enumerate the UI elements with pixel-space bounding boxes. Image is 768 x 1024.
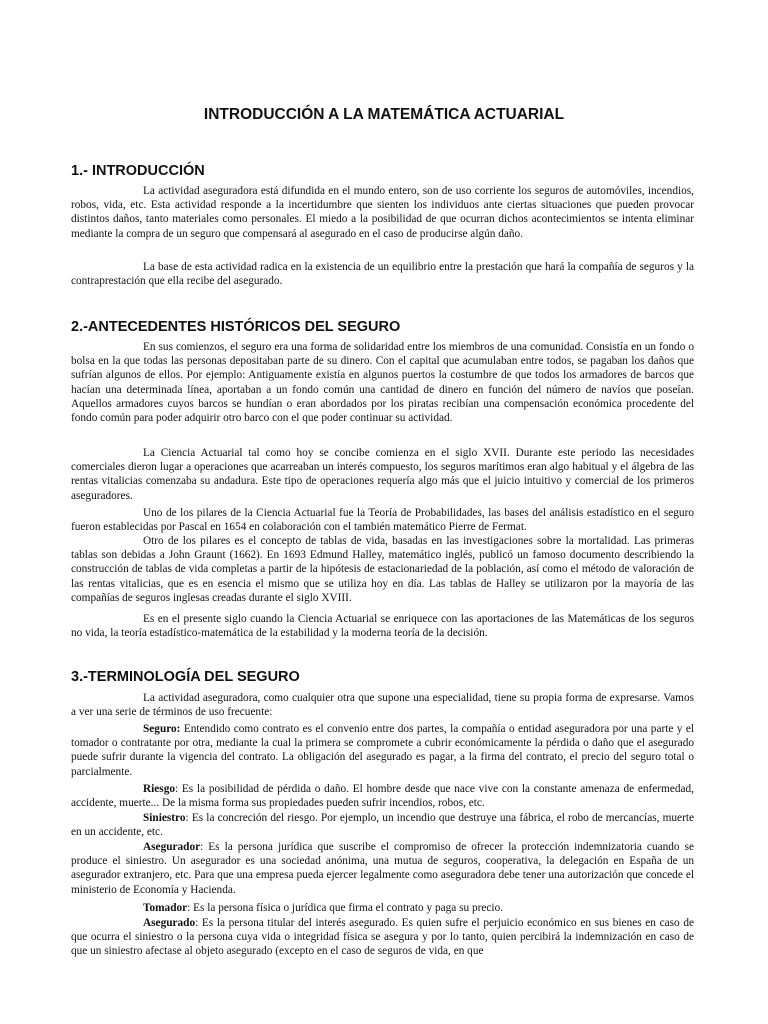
section-1-heading: 1.- INTRODUCCIÓN	[71, 163, 205, 179]
term-definition-seguro	[71, 722, 694, 779]
section-3-intro: La actividad aseguradora, como cualquier otra que supone una especialidad, tiene su propia forma de expresarse. Vamos a ver una serie de términos de uso frecuente:	[71, 692, 694, 719]
section-1-paragraph-1: La actividad aseguradora está difundida en el mundo entero, son de uso corriente los seguros de automóviles, incendios, robos, vida, etc. Esta actividad responde a la incertidumbre que sienten los individuos ante ciertas situaciones que pueden provocar distintos daños, tanto materiales como personales. El miedo a la posibilidad de que ocurran dichos acontecimientos se intenta eliminar mediante la compra de un seguro que compensará al asegurado en el caso de producirse algún daño.	[71, 185, 694, 240]
term-definition-asegurador	[71, 840, 694, 897]
section-3-heading: 3.-TERMINOLOGÍA DEL SEGURO	[71, 669, 300, 685]
term-text: : Es la persona jurídica que suscribe el compromiso de ofrecer la protección indemnizatoria cuando se produce el siniestro. Un asegurador es una sociedad anónima, una mutua de seguros, cooperativa, la delegación en España de un asegurador extranjero, etc. Para que una empresa pueda ejercer legalmente como aseguradora debe tener una autorización que concede el ministerio de Economía y Hacienda.	[71, 841, 694, 896]
term-text: : Es la posibilidad de pérdida o daño. El hombre desde que nace vive con la constante amenaza de enfermedad, accidente, muerte... De la misma forma sus propiedades pueden sufrir incendios, robos, etc.	[71, 783, 694, 810]
term-label: Asegurador	[143, 841, 201, 853]
document-title: INTRODUCCIÓN A LA MATEMÁTICA ACTUARIAL	[203, 106, 565, 123]
section-2-paragraph-3: Uno de los pilares de la Ciencia Actuarial fue la Teoría de Probabilidades, las bases del análisis estadístico en el seguro fueron establecidas por Pascal en 1654 en colaboración con el también matemático Pierre de Fermat.	[71, 507, 694, 534]
section-2-heading: 2.-ANTECEDENTES HISTÓRICOS DEL SEGURO	[71, 319, 401, 335]
term-label: Riesgo	[143, 783, 176, 795]
term-definition-riesgo	[71, 782, 694, 810]
section-2-paragraph-1: En sus comienzos, el seguro era una forma de solidaridad entre los miembros de una comunidad. Consistía en un fondo o bolsa en la que todas las personas depositaban parte de su dinero. Con el capital que acumulaban entre todos, se pagaban los daños que sufrían algunos de ellos. Por ejemplo: Antiguamente existía en algunos puertos la costumbre de que todos los armadores de barcos que hacían una determinada línea, aportaban a un fondo común una cantidad de dinero en función del número de navíos que poseían. Aquellos armadores cuyos barcos se hundían o eran abordados por los piratas recibían una compensación económica procedente del fondo común para poder adquirir otro barco con el que poder continuar su actividad.	[71, 341, 694, 425]
term-text: : Es la persona titular del interés asegurado. Es quien sufre el perjuicio económico en sus bienes en caso de que ocurra el siniestro o la persona cuya vida o integridad física se asegura y por lo tanto, quien percibirá la indemnización en caso de que un siniestro afectase al objeto asegurado (excepto en el caso de seguros de vida, en que	[71, 917, 694, 958]
term-label: Tomador	[143, 902, 188, 914]
term-definition-tomador	[71, 901, 694, 915]
term-label: Siniestro	[143, 812, 186, 824]
term-label: Asegurado	[143, 917, 196, 929]
term-definition-asegurado	[71, 916, 694, 959]
section-1-paragraph-2: La base de esta actividad radica en la existencia de un equilibrio entre la prestación que hará la compañía de seguros y la contraprestación que ella recibe del asegurado.	[71, 261, 694, 288]
term-text: : Es la concreción del riesgo. Por ejemplo, un incendio que destruye una fábrica, el robo de mercancías, muerte en un accidente, etc.	[71, 812, 694, 839]
section-2-paragraph-5: Es en el presente siglo cuando la Ciencia Actuarial se enriquece con las aportaciones de las Matemáticas de los seguros no vida, la teoría estadístico-matemática de la estabilidad y la moderna teoría de la decisión.	[71, 613, 694, 640]
term-text: : Es la persona física o jurídica que firma el contrato y paga su precio.	[187, 902, 504, 914]
term-label: Seguro:	[143, 723, 181, 735]
section-2-paragraph-2: La Ciencia Actuarial tal como hoy se concibe comienza en el siglo XVII. Durante este periodo las necesidades comerciales dieron lugar a operaciones que acarreaban un interés compuesto, los seguros marítimos eran algo habitual y el álgebra de las rentas vitalicias comenzaba su andadura. Este tipo de operaciones requería algo más que el juicio intuitivo y comercial de los primeros aseguradores.	[71, 447, 694, 502]
term-text: Entendido como contrato es el convenio entre dos partes, la compañía o entidad aseguradora por una parte y el tomador o contratante por otra, mediante la cual la primera se compromete a cubrir económicamente la pérdida o daño que el asegurado puede sufrir durante la vigencia del contrato. La obligación del asegurado es pagar, a la firma del contrato, el precio del seguro total o parcialmente.	[71, 723, 694, 778]
section-2-paragraph-4: Otro de los pilares es el concepto de tablas de vida, basadas en las investigaciones sobre la mortalidad. Las primeras tablas son debidas a John Graunt (1662). En 1693 Edmund Halley, matemático inglés, publicó un famoso documento describiendo la construcción de tablas de vida completas a partir de la hipótesis de estacionariedad de la población, así como el método de valoración de las rentas vitalicias, que es en esencia el mismo que se utiliza hoy en día. Las tablas de Halley se utilizaron por la mayoría de las compañías de seguros inglesas creadas durante el siglo XVIII.	[71, 535, 694, 604]
term-definition-siniestro	[71, 811, 694, 839]
